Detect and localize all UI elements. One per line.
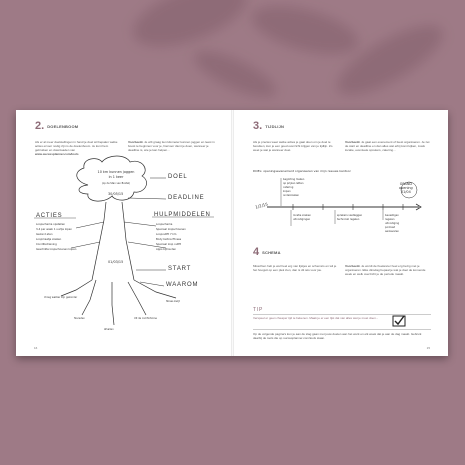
list-item: Loopschema opstellen bbox=[36, 223, 66, 226]
label-waarom: WAAROM bbox=[166, 282, 199, 288]
timeline-end-line2: opening bbox=[399, 186, 413, 190]
section-title: TIJDLIJN bbox=[265, 123, 285, 129]
example-text: Je wordt de freelancer heel erg bezig met je organiseren. Elke dinsdag bepaal je wat je doet de komende week en welk overzicht je de periode maakt. bbox=[345, 264, 426, 276]
list-item: Loopschema bbox=[156, 223, 173, 226]
page-number: 15 bbox=[426, 346, 430, 350]
list-item: Geschikte loopschoenen kopen bbox=[36, 248, 77, 251]
list-item: Loopoutfit 7 km bbox=[156, 233, 177, 236]
timeline-bottom-c bbox=[385, 214, 399, 234]
tree-goal-sub: (op de Stan van Boxtel) bbox=[101, 182, 131, 185]
list-item: Body before fitness bbox=[156, 238, 182, 241]
list-item: Loopmaatje zoeken bbox=[36, 238, 62, 241]
label-hulpmiddelen: HULPMIDDELEN bbox=[154, 212, 211, 218]
label-acties: ACTIES bbox=[36, 213, 63, 219]
tree-start-date: 01/03/15 bbox=[108, 260, 124, 264]
leaf-shadow bbox=[247, 0, 364, 64]
timeline-bottom-a bbox=[293, 214, 311, 222]
list-item: begroting maken bbox=[283, 178, 305, 181]
list-item: regelen bbox=[385, 218, 395, 221]
schema-text-left: Misschien heb je wel heel erg van lijstjes en schema's en wil je het hooguit op een plek zien, dan is dit iets voor jou. bbox=[253, 264, 337, 272]
example-label: Voorbeeld. bbox=[345, 264, 361, 268]
root-label: Vroeg wakker zijn gezonder bbox=[44, 296, 78, 299]
section-number: 3. bbox=[253, 120, 263, 132]
label-doel: DOEL bbox=[168, 174, 188, 180]
example-text: Je gaat een evenement of feest organiseren. Je zet de start en deadline en dan alles wat erbij komt kijken, zoals locatie, eventuele sprekers, catering... bbox=[345, 140, 430, 152]
list-item: uitnodigingen bbox=[293, 218, 311, 221]
list-item: bevestigen bbox=[385, 214, 399, 217]
list-item: kopen bbox=[283, 190, 291, 193]
list-item: catering bbox=[283, 186, 294, 189]
hulpmiddelen-list bbox=[156, 222, 186, 252]
timeline-end-line1: GRAND bbox=[399, 182, 413, 186]
list-item: Speciaal loopschoenen bbox=[156, 228, 186, 231]
list-item: Apps bijhouden bbox=[156, 248, 177, 251]
timeline-end-date: 01/04 bbox=[400, 190, 411, 194]
intro-url: www.succesplanner.com/tools bbox=[35, 152, 79, 156]
footer-text: Op de volgende pagina's kun je aan de slag gaan met jouw doelen aan het werk en elk week dat je aan de dag maakt. Gebruik daarbij de tools die op succesplanner.com/tools staan. bbox=[253, 332, 422, 340]
schema-text-right bbox=[345, 264, 431, 292]
list-item: uitnodiging bbox=[385, 222, 400, 225]
timeline-end bbox=[399, 182, 413, 194]
list-item: onderzoeken bbox=[283, 194, 300, 197]
root-label: Stress kwijt bbox=[166, 300, 180, 303]
section-title: DOELENBOOM bbox=[47, 123, 79, 129]
list-item: aanleveren bbox=[385, 230, 399, 233]
list-item: technicali regelen bbox=[337, 218, 360, 221]
example-label: Voorbeeld. bbox=[128, 140, 144, 144]
list-item: podcast bbox=[385, 226, 395, 229]
left-page bbox=[16, 110, 231, 356]
list-item: Speciaal loop outfit bbox=[156, 243, 182, 246]
open-book bbox=[16, 110, 448, 356]
tip-text: Verspeel er geen cheaper tijd te bekenen. Maak je er een lijst dat van alles wat je moet doen... bbox=[253, 316, 379, 320]
tree-deadline-date: 30/05/15 bbox=[108, 192, 124, 196]
list-item: op prijzen letten bbox=[283, 182, 304, 185]
timeline-bottom-b bbox=[337, 214, 362, 222]
tip-title: TIP bbox=[253, 307, 264, 313]
example-text: Je wilt graag tien kilometer kunnen joggen en leest in boost te beginnen voor je, hiervoor dient je doen, wanneer je deadline is, wie je kan helpen... bbox=[128, 140, 215, 152]
timeline-title: DOEL: openingsevenement organiseren van mijn nieuwe kantoor bbox=[253, 169, 351, 173]
list-item: Conditietraining bbox=[36, 243, 57, 246]
leaf-shadow bbox=[188, 42, 281, 105]
example-label: Voorbeeld. bbox=[345, 140, 361, 144]
list-item: locatie zoeken bbox=[293, 214, 311, 217]
label-start: START bbox=[168, 266, 192, 272]
root-label: Uit de comfortzone bbox=[134, 317, 157, 320]
leaf-shadow bbox=[125, 0, 255, 59]
timeline-top-items bbox=[283, 178, 304, 198]
section-number: 4 bbox=[253, 246, 260, 258]
section-number: 2. bbox=[35, 120, 45, 132]
root-label: Tevreden bbox=[74, 317, 85, 320]
page-number: 16 bbox=[34, 346, 38, 350]
right-page bbox=[233, 110, 448, 356]
section-title: SCHEMA bbox=[262, 249, 281, 255]
timeline-start: 1/2/15 bbox=[254, 201, 269, 210]
intro-text: Als er al meer doelstellingen in hand je doel wil bepalen welke acties ervoor nodig zijn is de doelenboom. Je kunt hem gebruiken en downloaden van bbox=[35, 140, 118, 152]
list-item: sprekers vastleggen bbox=[337, 214, 363, 217]
list-item: Gezond eten bbox=[36, 233, 53, 236]
timeline-intro-left: Als je precies weet welke acties je gaat doen om je doel te bereiken, kun je een goed overzicht krijgen van je tijdlijn. Zo weet je wat je wanneer doet. bbox=[253, 140, 333, 152]
section-heading-schema bbox=[253, 246, 281, 258]
label-deadline: DEADLINE bbox=[168, 195, 205, 201]
acties-list bbox=[36, 222, 76, 252]
root-label: Afvallen bbox=[104, 328, 114, 331]
list-item: 3-4 per week 1 uurtje lopen bbox=[36, 228, 73, 231]
tree-goal: 10 km kunnen joggen in 1 keer bbox=[97, 170, 135, 179]
